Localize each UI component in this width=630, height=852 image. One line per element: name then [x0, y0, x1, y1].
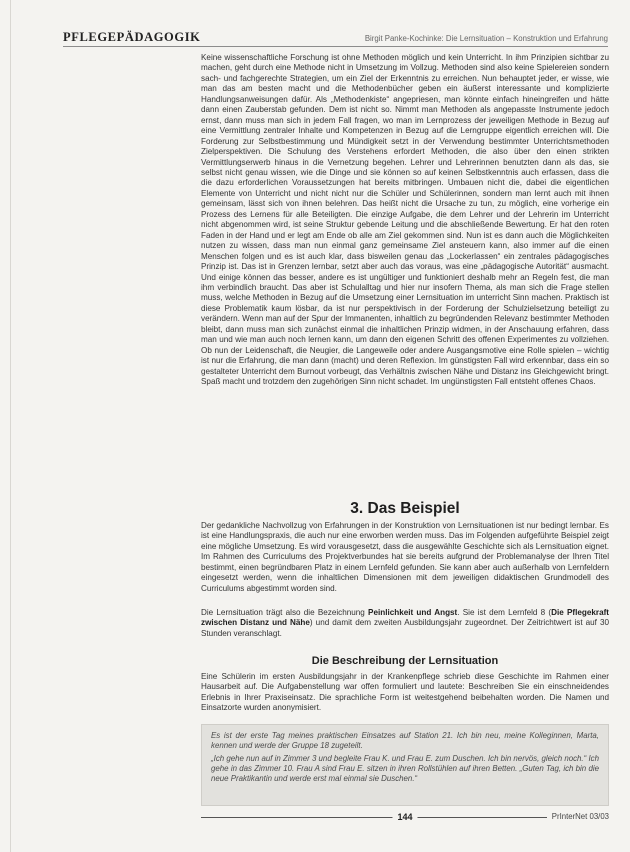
subsection-heading: Die Beschreibung der Lernsituation [311, 655, 499, 667]
page-number: 144 [392, 812, 417, 822]
page-footer [201, 812, 609, 824]
learning-field-bold: Die Pflegekraft zwischen Distanz und Nähe [201, 608, 610, 628]
unit-title-bold: Peinlichkeit und Angst [368, 608, 458, 617]
unit-text-2: . Sie ist dem Lernfeld 8 ( [457, 608, 552, 617]
quote-paragraph-2: „Ich gehe nun auf in Zimmer 3 und begleite Frau K. und Frau E. zum Duschen. Ich bin nervös, gleich noch.“ Ich gehe in das Zimmer 10. Frau A sind Frau E. sitzen in ihren Rollstühlen auf ihren Betten. „Guten Tag, ich bin die neue Praktikantin und werde erst mal einmal sie Duschen.“ [211, 754, 599, 783]
quote-box [201, 724, 609, 806]
journal-running-head: PFLEGEPÄDAGOGIK [63, 30, 201, 44]
example-paragraph: Der gedankliche Nachvollzug von Erfahrungen in der Konstruktion von Lernsituationen ist nur bedingt lernbar. Es ist eine Handlungspraxis, die auch nur eine erworben werden muss. Das im Folgenden aufgeführte Beispiel zeigt eine mögliche Umsetzung. Es wird vorausgesetzt, dass die ausgewählte Geschichte sich als Lernsituation eignet. Im Rahmen des Curriculums des Projektverbundes hat sie bereits aufgrund der Problemanalyse der Ihren Titel bestimmt, einen begründbaren Platz in einem Lernfeld gefunden. Sie kann aber auch außerhalb von Lernfeldern eingesetzt werden, wenn die inhaltlichen Dimensionen mit dem jeweiligen didaktischen Grundmodell des Curriculums abgestimmt worden sind. [201, 521, 609, 593]
unit-text-3: ) und damit dem zweiten Ausbildungsjahr zugeordnet. Der Zeitrichtwert ist auf 30 Stunden veranschlagt. [201, 618, 610, 638]
unit-paragraph [201, 608, 609, 639]
article-running-head: Birgit Panke-Kochinke: Die Lernsituation – Konstruktion und Erfahrung [364, 34, 608, 43]
header-rule [63, 46, 608, 47]
journal-issue: PrInterNet 03/03 [547, 812, 609, 821]
unit-text-1: Die Lernsituation trägt also die Bezeichnung [201, 608, 369, 617]
main-paragraph: Keine wissenschaftliche Forschung ist ohne Methoden möglich und kein Unterricht. In ihm Prinzipien sichtbar zu machen, geht durch eine Methode nicht in Umsetzung im Vollzug. Methoden sind also keine Spielereien sondern sach- und fachgerechte Strategien, um ein Ziel der Erkenntnis zu erreichen. Nun behauptet jeder, er wisse, wie man das am besten macht und die Methodenbücher geben ein äußerst interessante und komplizierte Handlungsanweisungen dafür. Als „Methodenkiste“ angepriesen, man könnte einfach hineingreifen und hätte dann einen Zauberstab gefunden. Dem ist nicht so. Nimmt man Methoden als angepasste Instrumente jedoch ernst, dann muss man sich in jedem Fall fragen, wo man im Lernprozess der jeweiligen Methode in Bezug auf eine Vermittlung zentraler Inhalte und Kompetenzen in Bezug auf die Lerngruppe eigentlich erreichen will. Die Forderung zur Selbstbestimmung und Mündigkeit setzt in der Verwendung bestimmter Unterrichtsmethoden Zielperspektiven. Die Schulung des Verstehens erfordert Methoden, die also über den einen strikten Vermittlungserwerb hinaus in die Vernetzung begehen. Lehrer und Lehrerinnen benutzten dann als das, sie selbst nicht genau wissen, wie die Dinge und sie können so auf keinen Selbstkenntnis auch erfassen, dass die die dazu erforderlichen Voraussetzungen hat bereits mitbringen. Umbauen nicht die, dabei die eigentlichen Elemente von Unterricht und nicht nicht nur die Schüler und Schülerinnen, sondern man lernt auch mit ihnen gemeinsam, lässt sich von ihnen belehren. Das heißt nicht die Ursache zu tun, zu möglich, eine vorherige ein Prozess des Lernens für alle Beteiligten. Die einzige Aufgabe, die dem Lehrer und der Lehrerin im Unterricht nicht abgenommen wird, ist seine Struktur gebende Leitung und die abschließende Bewertung. Er hat den roten Faden in der Hand und er legt am Ende ob alle am Ziel gekommen sind. Nun ist es dann auch die Möglichkeiten nutzen zu wissen, dass man nun einmal ganz gemeinsame Ziel ansteuern kann, also immer auf die einen Menschen folgen und es ist auch klar, dass bisweilen genau das „Lockerlassen“ ein zentrales pädagogisches Prinzip ist. Das ist in Grenzen lernbar, setzt aber auch das voraus, was eine „pädagogische Autorität“ ausmacht. Und einige können das besser, andere es ist ungültiger und funktioniert deshalb mehr an Regeln fest, die man ihm verbindlich braucht. Das aber ist Schulalltag und hier nur insofern Thema, als man sich die Frage stellen muss, welche Methoden in Bezug auf die Umsetzung einer Lernsituation im unterricht Sinn machen. Praktisch ist diese Problematik kaum lösbar, da ist nur perspektivisch in der Forderung der Schulzielsetzung beteiligt zu verändern. Wenn man auf der Spur der Immanenten, inhaltlich zu begründenden Relevanz bestimmter Methoden bleibt, dann muss man sich zunächst einmal die inhaltlichen Prinzip widmen, in der Anschauung erfahren, dass man und wie man auch noch lernen kann, um dann den eigenen Schritt des offenen Experimentes zu vollziehen. Ob nun der Leidenschaft, die Neugier, die Langeweile oder andere Ausgangsmotive eine Rolle spielen – wichtig ist nur die Erfahrung, die man dann (macht) und deren Reflexion. Im günstigsten Fall wird erkennbar, dass ein so gestalteter Unterricht dem Burnout vorbeugt, das Verhältnis zwischen Nähe und Distanz ins Gleichgewicht bringt. Spaß macht und trotzdem den zugehörigen Sinn nicht schadet. Im ungünstigsten Fall entsteht offenes Chaos. [201, 53, 609, 387]
quote-paragraph-1: Es ist der erste Tag meines praktischen Einsatzes auf Station 21. Ich bin neu, meine Kolleginnen, Marta, kennen und werde der Gruppe 18 zugeteilt. [211, 731, 599, 750]
description-paragraph: Eine Schülerin im ersten Ausbildungsjahr in der Krankenpflege schrieb diese Geschichte im Rahmen einer Hausarbeit auf. Die Aufgabenstellung war offen formuliert und lautete: Beschreiben Sie ein einschneidendes Erlebnis in Ihrer Praxiseinsatz. Die sprachliche Form ist weitestgehend beibehalten worden. Die Namen und Einsatzorte wurden anonymisiert. [201, 672, 609, 713]
page-edge-rule [10, 0, 11, 852]
section-heading: 3. Das Beispiel [350, 500, 460, 517]
